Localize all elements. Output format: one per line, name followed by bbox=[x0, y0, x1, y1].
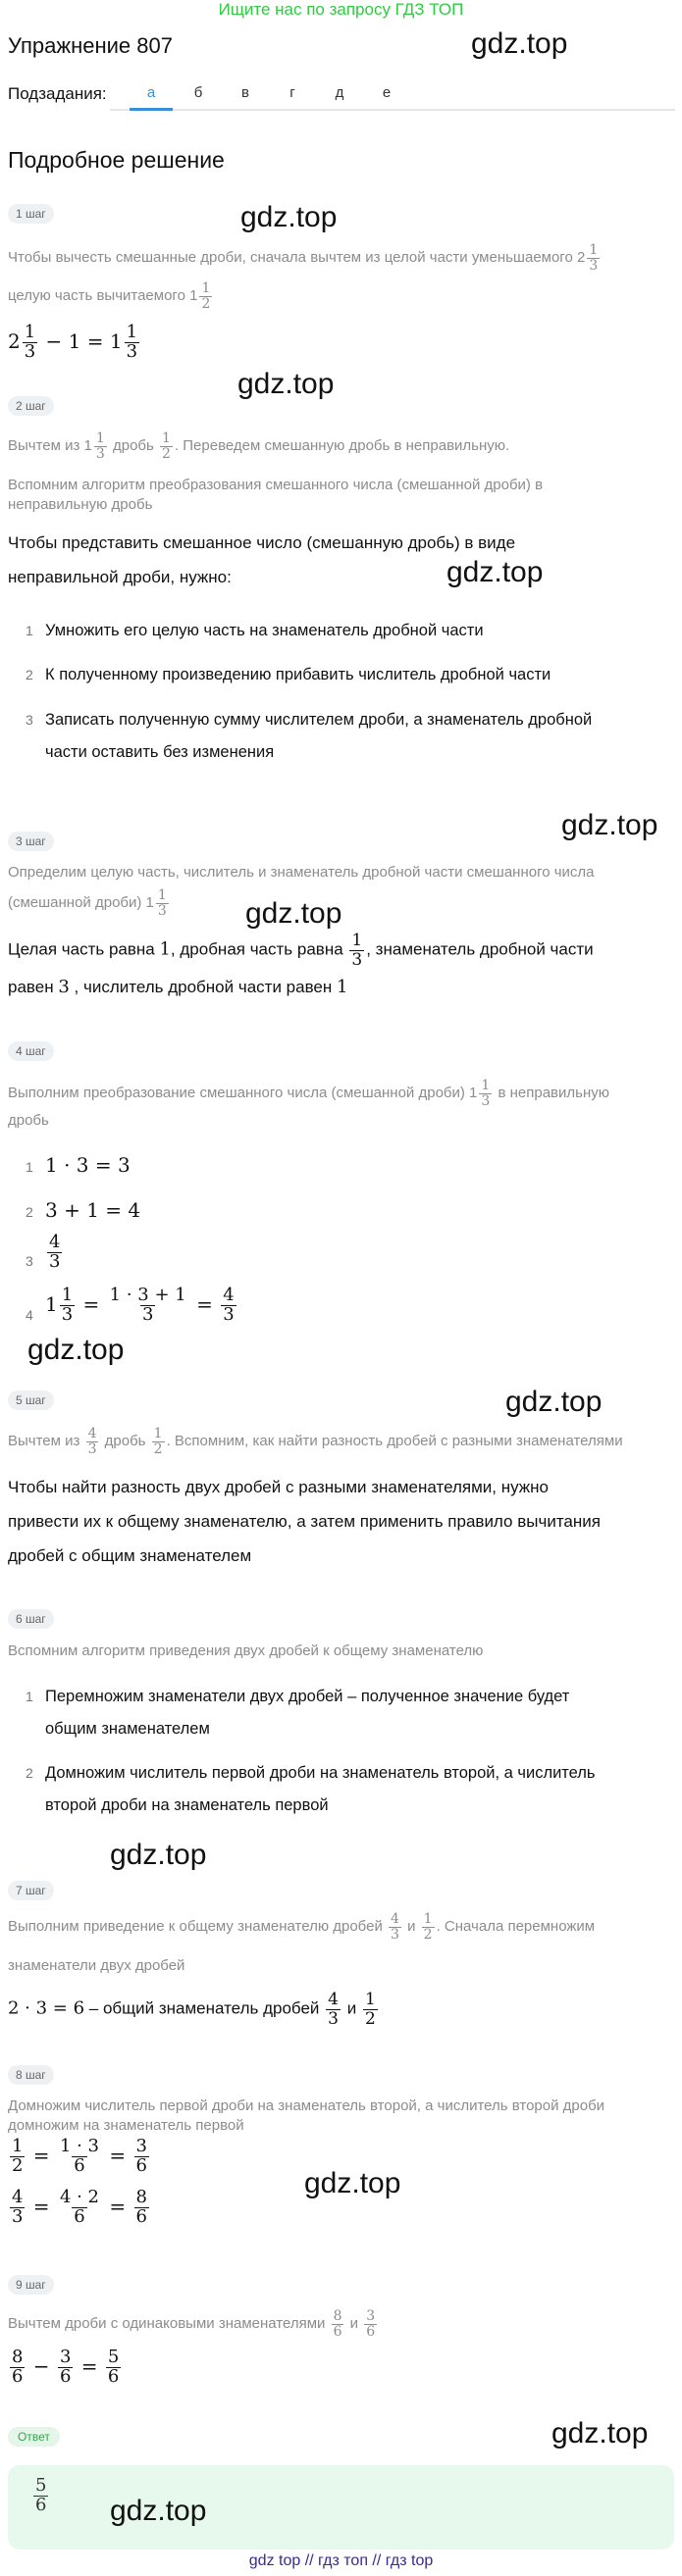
math-equation: 1 $\frac{1}{3}$ = $\frac{1 \cdot 3 + 1}{3}$ = $\frac{4}{3}$ bbox=[45, 1285, 235, 1325]
step-badge: 6 шаг bbox=[8, 1609, 54, 1629]
watermark: gdz.top bbox=[237, 368, 335, 400]
watermark: gdz.top bbox=[245, 897, 342, 930]
step-text: неправильную дробь bbox=[8, 496, 153, 513]
list-number: 2 bbox=[26, 1765, 33, 1781]
watermark: gdz.top bbox=[561, 809, 658, 841]
step-text: Определим целую часть, числитель и знаменатель дробной части смешанного числа bbox=[8, 864, 595, 881]
list-number: 3 bbox=[26, 1253, 33, 1269]
list-item: Перемножим знаменатели двух дробей – полученное значение будет bbox=[45, 1688, 570, 1705]
rule-text: дробей с общим знаменателем bbox=[8, 1546, 252, 1565]
step-text: целую часть вычитаемого 1 $\frac{1}{2}$ bbox=[8, 280, 211, 312]
step-text: Чтобы вычесть смешанные дроби, сначала вычтем из целой части уменьшаемого 2 $\frac{1}{3}$ bbox=[8, 242, 599, 274]
watermark: gdz.top bbox=[110, 2495, 207, 2527]
step-text: Выполним приведение к общему знаменателю дробей $\frac{4}{3}$ и $\frac{1}{2}$ . Сначала перемножим bbox=[8, 1911, 596, 1943]
watermark: gdz.top bbox=[110, 1839, 207, 1871]
step-text: Выполним преобразование смешанного числа (смешанной дроби) 1 $\frac{1}{3}$ в неправильную bbox=[8, 1078, 610, 1109]
watermark: gdz.top bbox=[471, 27, 568, 60]
watermark: gdz.top bbox=[446, 556, 544, 588]
math-equation: 2 $\frac{1}{3}$ − 1 = 1 $\frac{1}{3}$ bbox=[8, 322, 138, 362]
list-number: 4 bbox=[26, 1307, 33, 1323]
rule-text: неправильной дроби, нужно: bbox=[8, 568, 232, 586]
list-item: Домножим числитель первой дроби на знаменатель второй, а числитель bbox=[45, 1764, 596, 1782]
list-item: К полученному произведению прибавить числитель дробной части bbox=[45, 666, 551, 683]
search-banner[interactable]: Ищите нас по запросу ГДЗ ТОП bbox=[218, 0, 464, 19]
tab-e[interactable]: е bbox=[382, 84, 392, 101]
step-text: домножим на знаменатель первой bbox=[8, 2117, 244, 2134]
step-badge: 8 шаг bbox=[8, 2065, 54, 2085]
math-equation: 3 + 1 = 4 bbox=[45, 1198, 141, 1222]
rule-text: 2 · 3 = 6 – общий знаменатель дробей $\frac{4}{3}$ и $\frac{1}{2}$ bbox=[8, 1990, 376, 2029]
step-text: Домножим числитель первой дроби на знаменатель второй, а числитель второй дроби bbox=[8, 2097, 605, 2114]
step-badge: 5 шаг bbox=[8, 1390, 54, 1410]
step-text: Вычтем дроби с одинаковыми знаменателями $\frac{8}{6}$ и $\frac{3}{6}$ bbox=[8, 2308, 376, 2340]
list-number: 1 bbox=[26, 1159, 33, 1175]
math-equation: $\frac{4}{3}$ bbox=[49, 1232, 61, 1272]
rule-text: Чтобы представить смешанное число (смешанную дробь) в виде bbox=[8, 533, 516, 552]
list-number: 1 bbox=[26, 623, 33, 638]
list-number: 3 bbox=[26, 712, 33, 728]
list-item: общим знаменателем bbox=[45, 1720, 210, 1738]
list-item: второй дроби на знаменатель первой bbox=[45, 1796, 329, 1814]
step-text: Вычтем из $\frac{4}{3}$ дробь $\frac{1}{2}$ . Вспомним, как найти разность дробей с разными знаменателями bbox=[8, 1426, 623, 1457]
list-number: 2 bbox=[26, 1204, 33, 1220]
list-item: части оставить без изменения bbox=[45, 743, 275, 761]
list-item: Умножить его целую часть на знаменатель дробной части bbox=[45, 622, 484, 639]
answer-box bbox=[8, 2465, 674, 2550]
watermark: gdz.top bbox=[551, 2417, 649, 2450]
step-badge: 3 шаг bbox=[8, 832, 54, 851]
step-text: дробь bbox=[8, 1112, 49, 1129]
step-badge: 2 шаг bbox=[8, 396, 54, 416]
math-equation: $\frac{1}{2}$ = $\frac{1 \cdot 3}{6}$ = $\frac{3}{6}$ bbox=[12, 2136, 147, 2176]
footer-links[interactable]: gdz top // гдз топ // гдз top bbox=[248, 2552, 434, 2569]
step-text: знаменатели двух дробей bbox=[8, 1957, 185, 1974]
answer-badge: Ответ bbox=[8, 2427, 60, 2447]
solution-heading: Подробное решение bbox=[8, 147, 225, 173]
rule-text: равен 3 , числитель дробной части равен 1 bbox=[8, 977, 348, 997]
tab-d[interactable]: д bbox=[335, 84, 344, 101]
step-badge: 4 шаг bbox=[8, 1041, 54, 1061]
watermark: gdz.top bbox=[240, 201, 338, 233]
answer-value: $\frac{5}{6}$ bbox=[35, 2475, 47, 2515]
list-number: 1 bbox=[26, 1689, 33, 1704]
step-text: Вычтем из 1 $\frac{1}{3}$ дробь $\frac{1}{2}$ . Переведем смешанную дробь в неправильную. bbox=[8, 430, 510, 462]
rule-text: Чтобы найти разность двух дробей с разными знаменателями, нужно bbox=[8, 1478, 550, 1496]
page-title: Упражнение 807 bbox=[8, 33, 173, 58]
tab-b[interactable]: б bbox=[193, 84, 203, 101]
subtasks-label: Подзадания: bbox=[8, 84, 107, 103]
list-number: 2 bbox=[26, 667, 33, 682]
watermark: gdz.top bbox=[304, 2167, 401, 2199]
tab-g[interactable]: г bbox=[289, 84, 295, 101]
math-equation: 1 · 3 = 3 bbox=[45, 1153, 131, 1177]
rule-text: привести их к общему знаменателю, а затем применить правило вычитания bbox=[8, 1512, 601, 1531]
active-tab-indicator bbox=[130, 108, 173, 111]
watermark: gdz.top bbox=[27, 1334, 125, 1366]
list-item: Записать полученную сумму числителем дроби, а знаменатель дробной bbox=[45, 711, 593, 729]
step-badge: 7 шаг bbox=[8, 1881, 54, 1900]
step-badge: 9 шаг bbox=[8, 2275, 54, 2295]
rule-text: Целая часть равна 1, дробная часть равна $\frac{1}{3}$ , знаменатель дробной части bbox=[8, 931, 594, 970]
step-text: Вспомним алгоритм преобразования смешанного числа (смешанной дроби) в bbox=[8, 477, 544, 493]
math-equation: $\frac{4}{3}$ = $\frac{4 \cdot 2}{6}$ = $\frac{8}{6}$ bbox=[12, 2187, 147, 2227]
watermark: gdz.top bbox=[505, 1386, 603, 1418]
math-equation: $\frac{8}{6}$ − $\frac{3}{6}$ = $\frac{5}{6}$ bbox=[12, 2347, 120, 2387]
tab-a[interactable]: а bbox=[146, 84, 156, 101]
tab-v[interactable]: в bbox=[241, 84, 249, 101]
step-text: Вспомним алгоритм приведения двух дробей к общему знаменателю bbox=[8, 1642, 484, 1659]
step-badge: 1 шаг bbox=[8, 204, 54, 224]
tabs-divider bbox=[110, 109, 675, 111]
step-text: (смешанной дроби) 1 $\frac{1}{3}$ bbox=[8, 887, 167, 919]
